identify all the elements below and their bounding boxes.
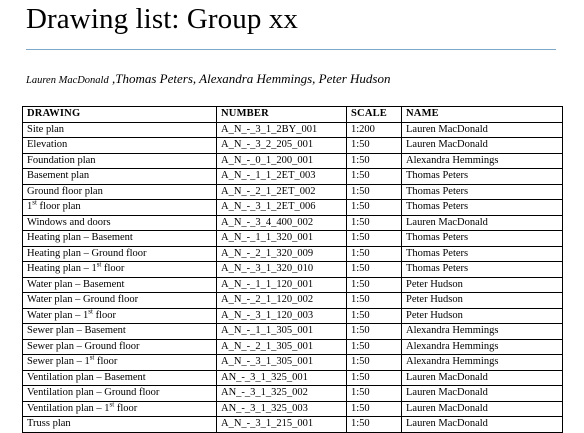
name-cell: Thomas Peters (402, 246, 563, 262)
number-cell: AN_-_3_1_325_001 (217, 370, 347, 386)
scale-cell: 1:50 (347, 308, 402, 324)
name-cell: Lauren MacDonald (402, 138, 563, 154)
scale-cell: 1:50 (347, 184, 402, 200)
drawing-title-rest: floor (94, 356, 118, 368)
name-cell: Peter Hudson (402, 277, 563, 293)
table-row (23, 293, 563, 309)
drawing-cell (23, 339, 217, 355)
name-cell: Thomas Peters (402, 231, 563, 247)
drawing-cell (23, 122, 217, 138)
ordinal-suffix: st (96, 261, 102, 269)
drawing-title-rest: floor (92, 309, 116, 321)
scale-cell: 1:50 (347, 324, 402, 340)
drawing-title: Water plan – Basement (27, 278, 125, 290)
scale-cell: 1:50 (347, 293, 402, 309)
number-cell: A_N_-_2_1_320_009 (217, 246, 347, 262)
scale-cell: 1:50 (347, 169, 402, 185)
page-title: Drawing list: Group xx (26, 3, 299, 35)
number-cell: A_N_-_0_1_200_001 (217, 153, 347, 169)
table-row (23, 355, 563, 371)
drawing-cell (23, 215, 217, 231)
drawing-cell (23, 231, 217, 247)
scale-cell: 1:50 (347, 277, 402, 293)
column-header-number: NUMBER (217, 107, 347, 123)
drawing-cell (23, 401, 217, 417)
drawing-cell (23, 169, 217, 185)
drawing-title-rest: floor plan (36, 201, 81, 213)
author-others: Thomas Peters, Alexandra Hemmings, Peter Hudson (115, 71, 391, 86)
column-header-drawing: DRAWING (23, 107, 217, 123)
table-row (23, 184, 563, 200)
author-separator: , (108, 71, 116, 86)
name-cell: Peter Hudson (402, 308, 563, 324)
scale-cell: 1:50 (347, 262, 402, 278)
drawing-title: Ground floor plan (27, 185, 103, 197)
author-line (26, 71, 391, 89)
author-first: Lauren MacDonald (26, 75, 109, 86)
number-cell: AN_-_3_1_325_003 (217, 401, 347, 417)
number-cell: A_N_-_3_1_215_001 (217, 417, 347, 433)
drawing-title: Windows and doors (27, 216, 111, 228)
name-cell: Thomas Peters (402, 184, 563, 200)
drawing-title: Truss plan (27, 418, 71, 430)
number-cell: A_N_-_3_4_400_002 (217, 215, 347, 231)
drawing-cell (23, 200, 217, 216)
scale-cell: 1:50 (347, 138, 402, 154)
table-row (23, 215, 563, 231)
scale-cell: 1:50 (347, 200, 402, 216)
drawing-title: Sewer plan – Basement (27, 325, 126, 337)
number-cell: A_N_-_2_1_120_002 (217, 293, 347, 309)
name-cell: Peter Hudson (402, 293, 563, 309)
name-cell: Thomas Peters (402, 262, 563, 278)
drawing-cell (23, 308, 217, 324)
drawing-title-rest: floor (101, 263, 125, 275)
drawing-title: Water plan – 1 (27, 309, 89, 321)
drawing-cell (23, 262, 217, 278)
drawing-title: Basement plan (27, 170, 90, 182)
name-cell: Lauren MacDonald (402, 370, 563, 386)
drawing-cell (23, 370, 217, 386)
scale-cell: 1:200 (347, 122, 402, 138)
scale-cell: 1:50 (347, 231, 402, 247)
number-cell: AN_-_3_1_325_002 (217, 386, 347, 402)
number-cell: A_N_-_3_2_205_001 (217, 138, 347, 154)
drawing-title-rest: floor (114, 402, 138, 414)
drawing-cell (23, 293, 217, 309)
number-cell: A_N_-_2_1_2ET_002 (217, 184, 347, 200)
drawing-title: Heating plan – Ground floor (27, 247, 147, 259)
table-row (23, 262, 563, 278)
number-cell: A_N_-_1_1_2ET_003 (217, 169, 347, 185)
drawing-title: Site plan (27, 123, 65, 135)
number-cell: A_N_-_2_1_305_001 (217, 339, 347, 355)
drawing-table (22, 106, 563, 433)
scale-cell: 1:50 (347, 246, 402, 262)
table-row (23, 138, 563, 154)
table-row (23, 324, 563, 340)
drawing-title: Ventilation plan – Basement (27, 371, 146, 383)
drawing-cell (23, 277, 217, 293)
name-cell: Lauren MacDonald (402, 386, 563, 402)
drawing-cell (23, 153, 217, 169)
drawing-title: Foundation plan (27, 154, 96, 166)
ordinal-suffix: st (89, 354, 95, 362)
table-row (23, 401, 563, 417)
ordinal-suffix: st (88, 308, 93, 316)
table-row (23, 200, 563, 216)
drawing-cell (23, 417, 217, 433)
drawing-cell (23, 138, 217, 154)
name-cell: Alexandra Hemmings (402, 153, 563, 169)
column-header-scale: SCALE (347, 107, 402, 123)
scale-cell: 1:50 (347, 401, 402, 417)
name-cell: Lauren MacDonald (402, 122, 563, 138)
scale-cell: 1:50 (347, 386, 402, 402)
drawing-title: Ventilation plan – 1 (27, 402, 110, 414)
drawing-title: Ventilation plan – Ground floor (27, 387, 160, 399)
number-cell: A_N_-_1_1_120_001 (217, 277, 347, 293)
drawing-title: Heating plan – Basement (27, 232, 133, 244)
number-cell: A_N_-_3_1_120_003 (217, 308, 347, 324)
column-header-name: NAME (402, 107, 563, 123)
drawing-title: 1 (27, 201, 33, 213)
drawing-title: Sewer plan – Ground floor (27, 340, 140, 352)
name-cell: Thomas Peters (402, 200, 563, 216)
name-cell: Alexandra Hemmings (402, 324, 563, 340)
name-cell: Lauren MacDonald (402, 401, 563, 417)
number-cell: A_N_-_3_1_2BY_001 (217, 122, 347, 138)
number-cell: A_N_-_3_1_305_001 (217, 355, 347, 371)
name-cell: Lauren MacDonald (402, 417, 563, 433)
table-row (23, 277, 563, 293)
drawing-cell (23, 324, 217, 340)
drawing-title: Elevation (27, 139, 68, 151)
number-cell: A_N_-_1_1_305_001 (217, 324, 347, 340)
name-cell: Thomas Peters (402, 169, 563, 185)
name-cell: Lauren MacDonald (402, 215, 563, 231)
table-row (23, 122, 563, 138)
scale-cell: 1:50 (347, 215, 402, 231)
table-row (23, 231, 563, 247)
scale-cell: 1:50 (347, 355, 402, 371)
drawing-title: Heating plan – 1 (27, 263, 97, 275)
drawing-cell (23, 246, 217, 262)
number-cell: A_N_-_3_1_2ET_006 (217, 200, 347, 216)
table-row (23, 339, 563, 355)
scale-cell: 1:50 (347, 417, 402, 433)
drawing-cell (23, 386, 217, 402)
ordinal-suffix: st (32, 199, 37, 207)
name-cell: Alexandra Hemmings (402, 355, 563, 371)
drawing-title: Water plan – Ground floor (27, 294, 139, 306)
title-divider (26, 49, 556, 50)
drawing-cell (23, 355, 217, 371)
scale-cell: 1:50 (347, 153, 402, 169)
name-cell: Alexandra Hemmings (402, 339, 563, 355)
table-row (23, 417, 563, 433)
table-row (23, 153, 563, 169)
ordinal-suffix: st (109, 401, 115, 409)
scale-cell: 1:50 (347, 339, 402, 355)
table-row (23, 370, 563, 386)
drawing-title: Sewer plan – 1 (27, 356, 90, 368)
table-row (23, 169, 563, 185)
table-header-row (23, 107, 563, 123)
drawing-cell (23, 184, 217, 200)
table-body (23, 122, 563, 432)
scale-cell: 1:50 (347, 370, 402, 386)
table-row (23, 246, 563, 262)
number-cell: A_N_-_1_1_320_001 (217, 231, 347, 247)
table-row (23, 386, 563, 402)
table-row (23, 308, 563, 324)
number-cell: A_N_-_3_1_320_010 (217, 262, 347, 278)
